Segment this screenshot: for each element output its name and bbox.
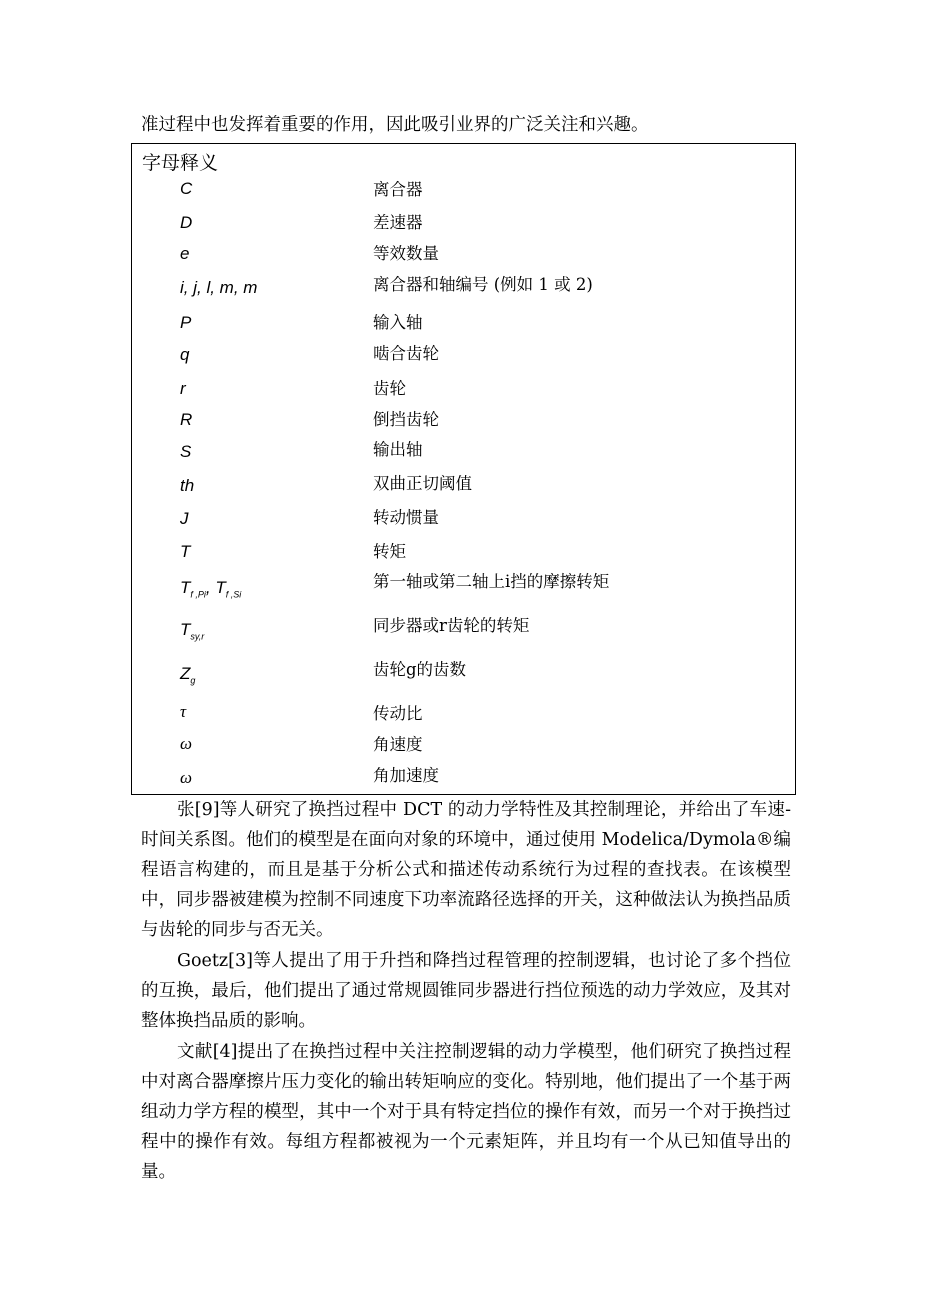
definition-ijlmm: 离合器和轴编号 (例如 1 或 2): [373, 275, 593, 294]
symbol-S: S: [180, 442, 192, 461]
nomenclature-box: [131, 143, 796, 795]
symbol-T-friction: $T_{f ,Pi}$, $T_{f ,Si}$: [180, 578, 242, 600]
paragraph-zhang: 张[9]等人研究了换挡过程中 DCT 的动力学特性及其控制理论，并给出了车速-时间关系图。他们的模型是在面向对象的环境中，通过使用 Modelica/Dymola®编程语言构建的，而且是基于分析公式和描述传动系统行为过程的查找表。在该模型中，同步器被建模为控制不同速度下功率流路径选择的开关，这种做法认为换挡品质与齿轮的同步与否无关。: [141, 800, 791, 940]
symbol-T: T: [180, 542, 191, 561]
symbol-omega-dot: ω: [180, 768, 193, 787]
symbol-e: e: [180, 244, 190, 263]
paragraph-goetz: Goetz[3]等人提出了用于升挡和降挡过程管理的控制逻辑，也讨论了多个挡位的互换，最后，他们提出了通过常规圆锥同步器进行挡位预选的动力学效应，及其对整体换挡品质的影响。: [141, 951, 791, 1031]
symbol-J: J: [180, 509, 189, 528]
definition-J: 转动惯量: [373, 508, 439, 527]
definition-S: 输出轴: [373, 440, 423, 459]
definition-q: 啮合齿轮: [373, 344, 439, 363]
definition-T: 转矩: [373, 542, 406, 561]
symbol-P: P: [180, 313, 192, 332]
definition-r: 齿轮: [373, 379, 406, 398]
nomenclature-title: 字母释义: [142, 152, 219, 174]
definition-T-friction: 第一轴或第二轴上i挡的摩擦转矩: [373, 572, 610, 591]
definition-R: 倒挡齿轮: [373, 410, 439, 429]
definition-T-sync: 同步器或r齿轮的转矩: [373, 616, 530, 635]
definition-Z: 齿轮g的齿数: [373, 660, 467, 679]
symbol-omega: ω: [180, 734, 193, 753]
definition-tau: 传动比: [373, 704, 423, 723]
definition-e: 等效数量: [373, 244, 439, 263]
definition-C: 离合器: [373, 180, 423, 199]
symbol-Z: $Z_g$: [180, 664, 196, 686]
symbol-D: D: [180, 213, 193, 232]
symbol-r: r: [180, 379, 186, 398]
symbol-T-sync: $T_{sy,r}$: [180, 620, 205, 642]
symbol-R: R: [180, 410, 193, 429]
symbol-ijlmm: i, j, l, m, m: [180, 278, 258, 297]
paragraph-ref4: 文献[4]提出了在换挡过程中关注控制逻辑的动力学模型，他们研究了换挡过程中对离合器摩擦片压力变化的输出转矩响应的变化。特别地，他们提出了一个基于两组动力学方程的模型，其中一个对于具有特定挡位的操作有效，而另一个对于换挡过程中的操作有效。每组方程都被视为一个元素矩阵，并且均有一个从已知值导出的量。: [141, 1042, 791, 1182]
definition-th: 双曲正切阈值: [373, 474, 472, 493]
definition-omega-dot: 角加速度: [373, 766, 439, 785]
symbol-C: C: [180, 179, 193, 198]
definition-omega: 角速度: [373, 735, 423, 754]
lead-paragraph: 准过程中也发挥着重要的作用，因此吸引业界的广泛关注和兴趣。: [141, 115, 649, 135]
definition-D: 差速器: [373, 213, 423, 232]
symbol-th: th: [180, 476, 195, 495]
symbol-tau: τ: [180, 702, 187, 721]
symbol-q: q: [180, 345, 190, 364]
definition-P: 输入轴: [373, 313, 423, 332]
